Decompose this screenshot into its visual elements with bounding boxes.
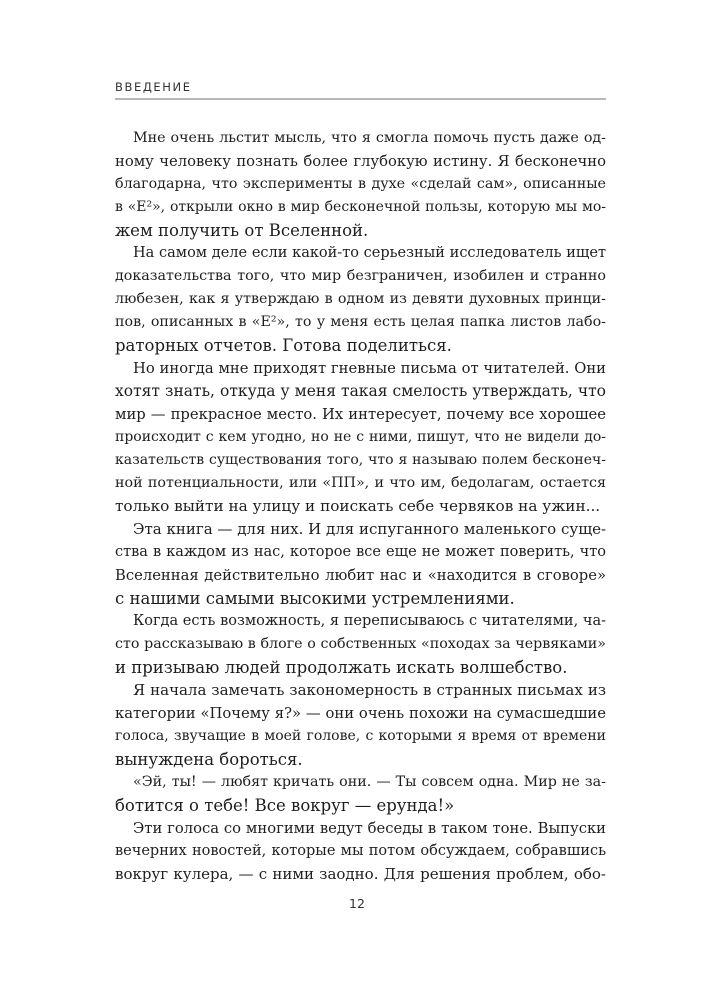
text-line: Эти голоса со многими ведут беседы в таком тоне. Выпуски [133,820,606,837]
header-divider [115,98,606,100]
text-line: жем получить от Вселенной. [115,221,369,240]
text-line: доказательства того, что мир безграничен, изобилен и странно [115,268,606,284]
text-line: благодарна, что эксперименты в духе «сделай сам», описанные [115,176,606,192]
text-line: Я начала замечать закономерность в странных письмах из [133,681,606,699]
text-line: в «E²», открыли окно в мир бесконечной пользы, которую мы мо- [115,199,606,215]
text-line: ства в каждом из нас, которое все еще не может поверить, что [115,544,606,560]
text-line: сто рассказываю в блоге о собственных «походах за червяками» [115,636,606,652]
text-line: ной потенциальности, или «ПП», и что им, бедолагам, остается [115,475,606,491]
body-text [115,127,606,886]
text-line: вечерних новостей, которые мы потом обсуждаем, собравшись [115,843,606,859]
text-line: «Эй, ты! — любят кричать они. — Ты совсем одна. Мир не за- [133,774,606,790]
text-line: происходит с кем угодно, но не с ними, пишут, что не видели до- [115,429,606,445]
text-line: и призываю людей продолжать искать волшебство. [115,658,568,677]
text-line: пов, описанных в «E²», то у меня есть целая папка листов лабо- [115,314,606,330]
text-line: раторных отчетов. Готова поделиться. [115,336,452,355]
text-line: На самом деле если какой-то серьезный исследователь ищет [133,245,606,261]
text-line: только выйти на улицу и поискать себе червяков на ужин... [115,497,601,515]
text-line: ботится о тебе! Все вокруг — ерунда!» [115,796,455,815]
text-line: голоса, звучащие в моей голове, с которыми я время от времени [115,728,606,744]
text-line: вокруг кулера, — с ними заодно. Для решения проблем, обо- [115,865,606,883]
text-line: Но иногда мне приходят гневные письма от читателей. Они [133,360,606,377]
text-line: Когда есть возможность, я переписываюсь с читателями, ча- [133,613,606,629]
text-line: категории «Почему я?» — они очень похожи на сумасшедшие [115,705,606,722]
running-head-title: ВВЕДЕНИЕ [115,80,192,94]
text-line: любезен, как я утверждаю в одном из девяти духовных принци- [115,291,606,307]
text-line: хотят знать, откуда у меня такая смелость утверждать, что [115,382,606,400]
text-line: мир — прекрасное место. Их интересует, почему все хорошее [115,406,606,423]
text-line: с нашими самыми высокими устремлениями. [115,589,515,608]
text-line: Мне очень льстит мысль, что я смогла помочь пусть даже од- [133,130,606,146]
text-line: Вселенная действительно любит нас и «находится в сговоре» [115,567,606,584]
text-line: вынуждена бороться. [115,750,303,769]
text-line: казательств существования того, что я называю полем бесконеч- [115,452,606,468]
text-line: Эта книга — для них. И для испуганного маленького суще- [133,520,607,538]
text-line: ному человеку познать более глубокую истину. Я бесконечно [115,153,606,170]
page-number: 12 [349,896,365,911]
